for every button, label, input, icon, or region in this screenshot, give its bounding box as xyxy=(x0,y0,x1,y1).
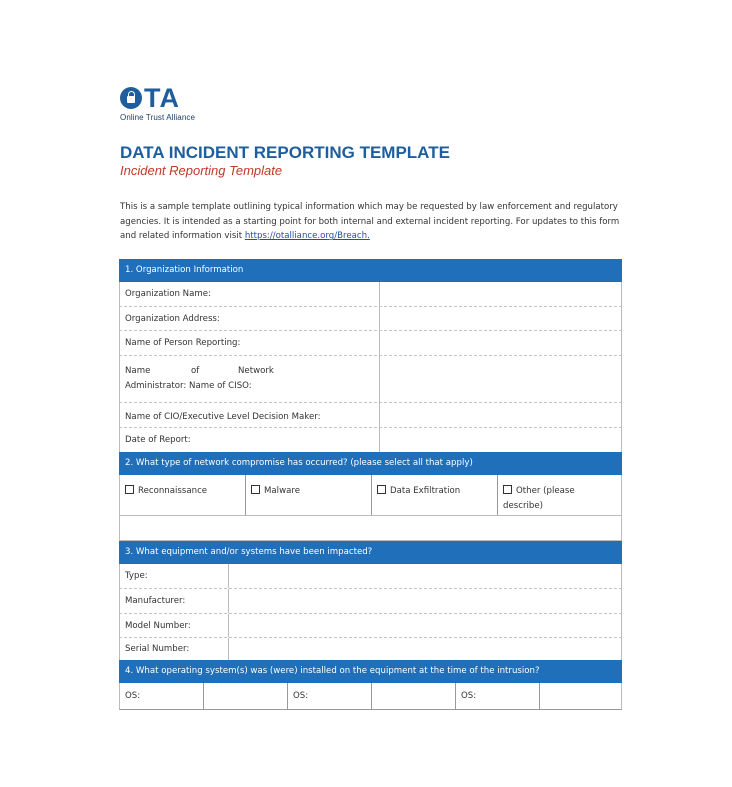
serial-input[interactable] xyxy=(229,638,621,660)
page-title: DATA INCIDENT REPORTING TEMPLATE xyxy=(120,143,450,162)
option-label: Reconnaissance xyxy=(138,486,208,496)
field-label: Date of Report: xyxy=(120,428,380,452)
section-3-heading: 3. What equipment and/or systems have been impacted? xyxy=(119,541,622,564)
os-row xyxy=(119,683,622,710)
os-label: OS: xyxy=(456,683,540,709)
field-label: Organization Name: xyxy=(120,282,380,306)
form-row-model xyxy=(119,614,622,638)
label-part: Name xyxy=(125,365,151,376)
compromise-options-row xyxy=(119,475,622,516)
section-2-heading: 2. What type of network compromise has occurred? (please select all that apply) xyxy=(119,452,622,475)
section-4-heading: 4. What operating system(s) was (were) installed on the equipment at the time of the intrusion? xyxy=(119,660,622,683)
network-admin-input[interactable] xyxy=(380,356,621,381)
option-label: Other (please describe) xyxy=(503,486,575,511)
label-part: Network xyxy=(238,365,274,376)
form-row-org-name xyxy=(119,282,622,307)
ota-logo xyxy=(120,83,196,122)
checkbox-icon[interactable] xyxy=(251,485,260,494)
page-subtitle: Incident Reporting Template xyxy=(120,163,283,178)
option-malware[interactable] xyxy=(246,475,372,515)
checkbox-icon[interactable] xyxy=(125,485,134,494)
option-label: Data Exfiltration xyxy=(390,486,461,496)
os-label: OS: xyxy=(288,683,372,709)
section-1-heading: 1. Organization Information xyxy=(119,259,622,282)
intro-paragraph xyxy=(120,200,620,244)
lock-circle-icon xyxy=(120,87,142,109)
org-name-input[interactable] xyxy=(380,282,621,306)
os-input-3[interactable] xyxy=(540,683,621,709)
field-label-network xyxy=(120,356,380,381)
manufacturer-input[interactable] xyxy=(229,589,621,613)
os-label: OS: xyxy=(120,683,204,709)
field-label: Administrator: Name of CISO: xyxy=(120,381,380,403)
field-label: Serial Number: xyxy=(120,638,229,660)
person-reporting-input[interactable] xyxy=(380,331,621,355)
incident-form xyxy=(119,259,622,710)
field-label: Manufacturer: xyxy=(120,589,229,613)
intro-text: This is a sample template outlining typical information which may be requested by law enforcement and regulatory agencies. It is intended as a starting point for both internal and external incident reporting. For updates to this form and related information visit xyxy=(120,202,620,242)
type-input[interactable] xyxy=(229,564,621,588)
form-row-org-address xyxy=(119,307,622,331)
os-input-1[interactable] xyxy=(204,683,288,709)
date-input[interactable] xyxy=(380,428,621,452)
other-description-input[interactable] xyxy=(119,516,622,541)
org-address-input[interactable] xyxy=(380,307,621,330)
form-row-person-reporting xyxy=(119,331,622,356)
field-label: Model Number: xyxy=(120,614,229,637)
form-row-manufacturer xyxy=(119,589,622,614)
form-row-network-admin xyxy=(119,356,622,381)
label-part: of xyxy=(191,365,200,376)
form-row-serial xyxy=(119,638,622,660)
option-reconnaissance[interactable] xyxy=(120,475,246,515)
field-label: Type: xyxy=(120,564,229,588)
logo-text: TA xyxy=(144,83,180,113)
form-row-cio xyxy=(119,403,622,428)
cio-input[interactable] xyxy=(380,403,621,427)
checkbox-icon[interactable] xyxy=(377,485,386,494)
option-other[interactable] xyxy=(498,475,621,515)
form-row-ciso xyxy=(119,381,622,403)
form-row-type xyxy=(119,564,622,589)
field-label: Name of Person Reporting: xyxy=(120,331,380,355)
logo-subtitle: Online Trust Alliance xyxy=(120,113,196,122)
field-label: Name of CIO/Executive Level Decision Maker: xyxy=(120,403,380,427)
checkbox-icon[interactable] xyxy=(503,485,512,494)
option-label: Malware xyxy=(264,486,300,496)
field-label: Organization Address: xyxy=(120,307,380,330)
os-input-2[interactable] xyxy=(372,683,456,709)
form-row-date xyxy=(119,428,622,452)
model-input[interactable] xyxy=(229,614,621,637)
breach-link[interactable]: https://otalliance.org/Breach. xyxy=(244,231,370,242)
option-data-exfiltration[interactable] xyxy=(372,475,498,515)
